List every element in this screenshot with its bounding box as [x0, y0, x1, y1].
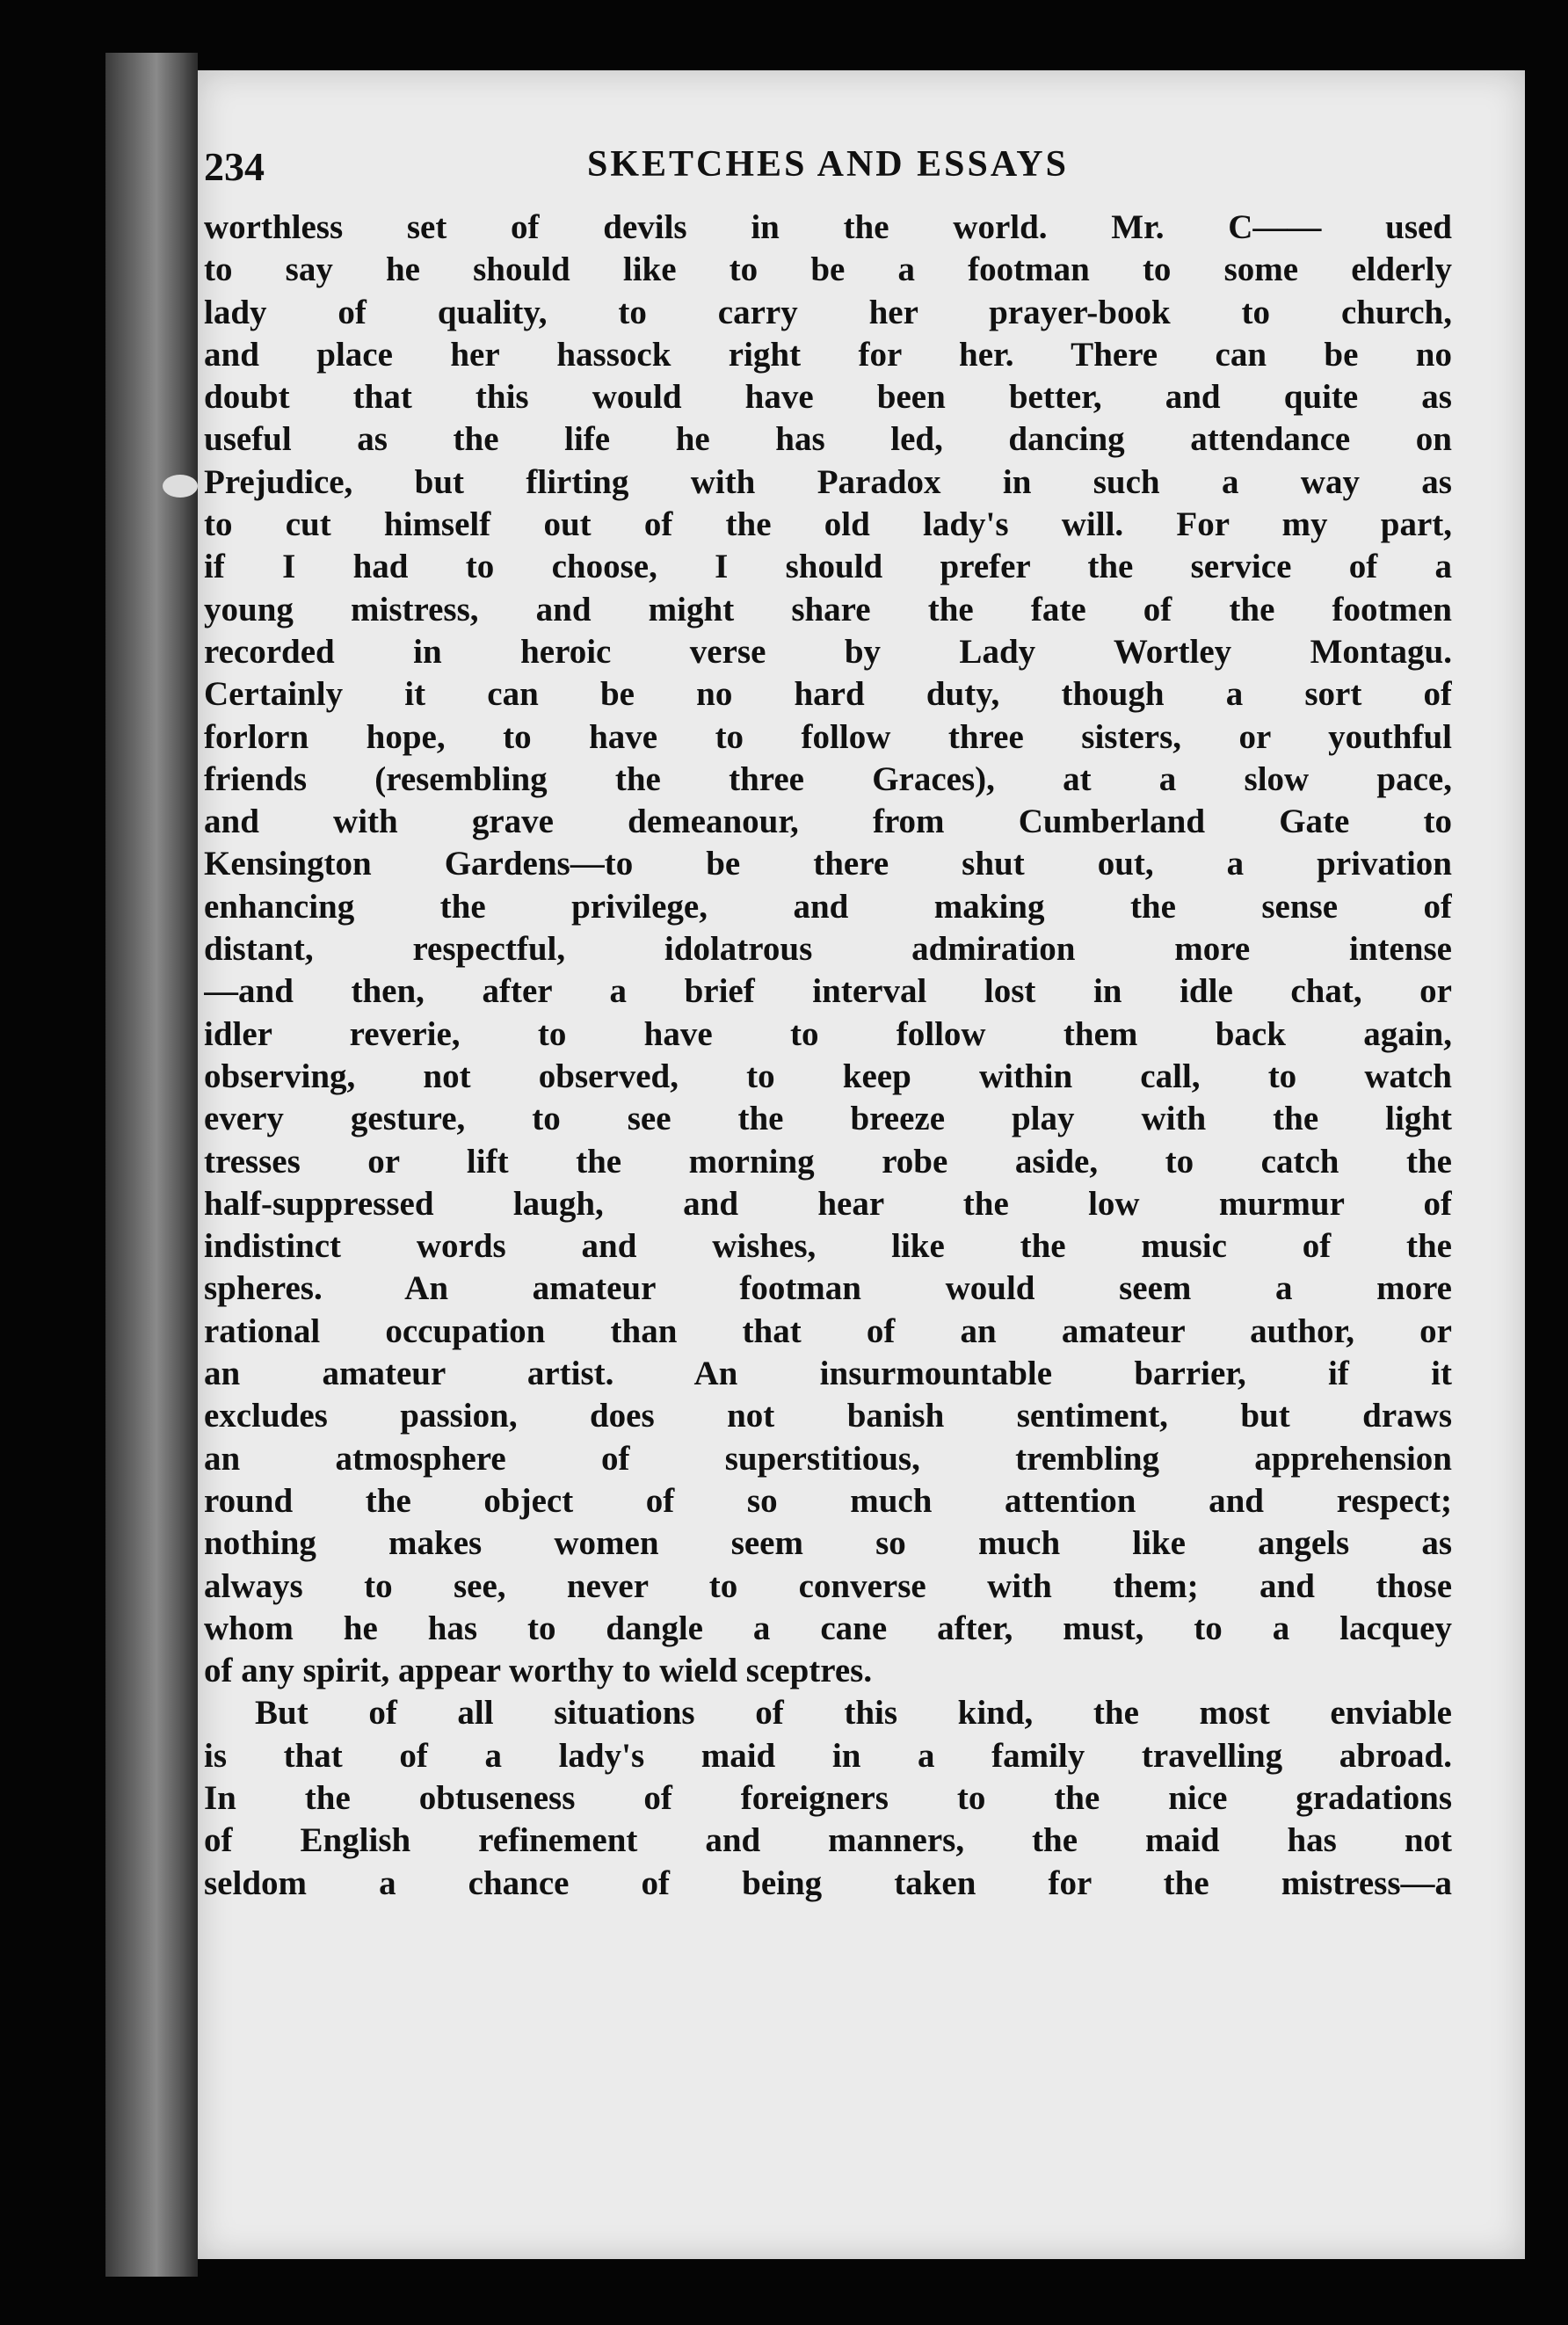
left-margin-speck	[163, 475, 198, 498]
text-line: seldom a chance of being taken for the mistress—a	[204, 1864, 1452, 1902]
text-line: —and then, after a brief interval lost in idle chat, or	[204, 972, 1452, 1011]
book-spine-edge	[105, 53, 198, 2277]
text-line: In the obtuseness of foreigners to the nice gradations	[204, 1778, 1452, 1817]
paragraph-end-line: of any spirit, appear worthy to wield sceptres.	[204, 1652, 873, 1690]
text-line: worthless set of devils in the world. Mr. C—— used	[204, 208, 1452, 246]
text-line: to say he should like to be a footman to some elderly	[204, 251, 1452, 289]
text-line: Prejudice, but flirting with Paradox in such a way as	[204, 462, 1452, 501]
text-line: is that of a lady's maid in a family travelling abroad.	[204, 1736, 1452, 1775]
text-line: forlorn hope, to have to follow three sisters, or youthful	[204, 717, 1452, 756]
text-line: if I had to choose, I should prefer the service of a	[204, 548, 1452, 586]
text-line: spheres. An amateur footman would seem a more	[204, 1269, 1452, 1308]
paragraph-start-line: But of all situations of this kind, the most enviable	[255, 1694, 1452, 1733]
text-line: Kensington Gardens—to be there shut out, a privation	[204, 845, 1452, 883]
running-title: SKETCHES AND ESSAYS	[587, 144, 1069, 185]
text-line: lady of quality, to carry her prayer-book to church,	[204, 293, 1452, 331]
body-text	[204, 207, 1452, 1905]
text-line: useful as the life he has led, dancing attendance on	[204, 420, 1452, 459]
text-line: to cut himself out of the old lady's will. For my part,	[204, 505, 1452, 544]
text-line: doubt that this would have been better, and quite as	[204, 378, 1452, 417]
text-line: enhancing the privilege, and making the sense of	[204, 887, 1452, 926]
text-line: of English refinement and manners, the maid has not	[204, 1821, 1452, 1860]
running-head	[204, 143, 1452, 205]
text-line: indistinct words and wishes, like the music of the	[204, 1227, 1452, 1266]
text-line: rational occupation than that of an amateur author, or	[204, 1311, 1452, 1350]
text-line: recorded in heroic verse by Lady Wortley Montagu.	[204, 632, 1452, 671]
text-line: and with grave demeanour, from Cumberland Gate to	[204, 803, 1452, 841]
text-line: Certainly it can be no hard duty, though a sort of	[204, 675, 1452, 714]
text-line: young mistress, and might share the fate of the footmen	[204, 590, 1452, 628]
text-line: an amateur artist. An insurmountable barrier, if it	[204, 1355, 1452, 1393]
text-line: always to see, never to converse with them; and those	[204, 1566, 1452, 1605]
text-line: an atmosphere of superstitious, trembling apprehension	[204, 1439, 1452, 1478]
text-line: whom he has to dangle a cane after, must, to a lacquey	[204, 1609, 1452, 1647]
text-line: nothing makes women seem so much like angels as	[204, 1524, 1452, 1563]
text-line: tresses or lift the morning robe aside, to catch the	[204, 1142, 1452, 1181]
page-number: 234	[204, 144, 265, 189]
text-line: distant, respectful, idolatrous admiration more intense	[204, 930, 1452, 969]
text-line: idler reverie, to have to follow them back again,	[204, 1014, 1452, 1053]
text-line: observing, not observed, to keep within call, to watch	[204, 1057, 1452, 1095]
text-line: every gesture, to see the breeze play with the light	[204, 1100, 1452, 1138]
text-line: half-suppressed laugh, and hear the low murmur of	[204, 1184, 1452, 1223]
text-line: and place her hassock right for her. There can be no	[204, 335, 1452, 374]
text-line: round the object of so much attention and respect;	[204, 1481, 1452, 1520]
text-line: friends (resembling the three Graces), at a slow pace,	[204, 759, 1452, 798]
text-line: excludes passion, does not banish sentiment, but draws	[204, 1397, 1452, 1435]
